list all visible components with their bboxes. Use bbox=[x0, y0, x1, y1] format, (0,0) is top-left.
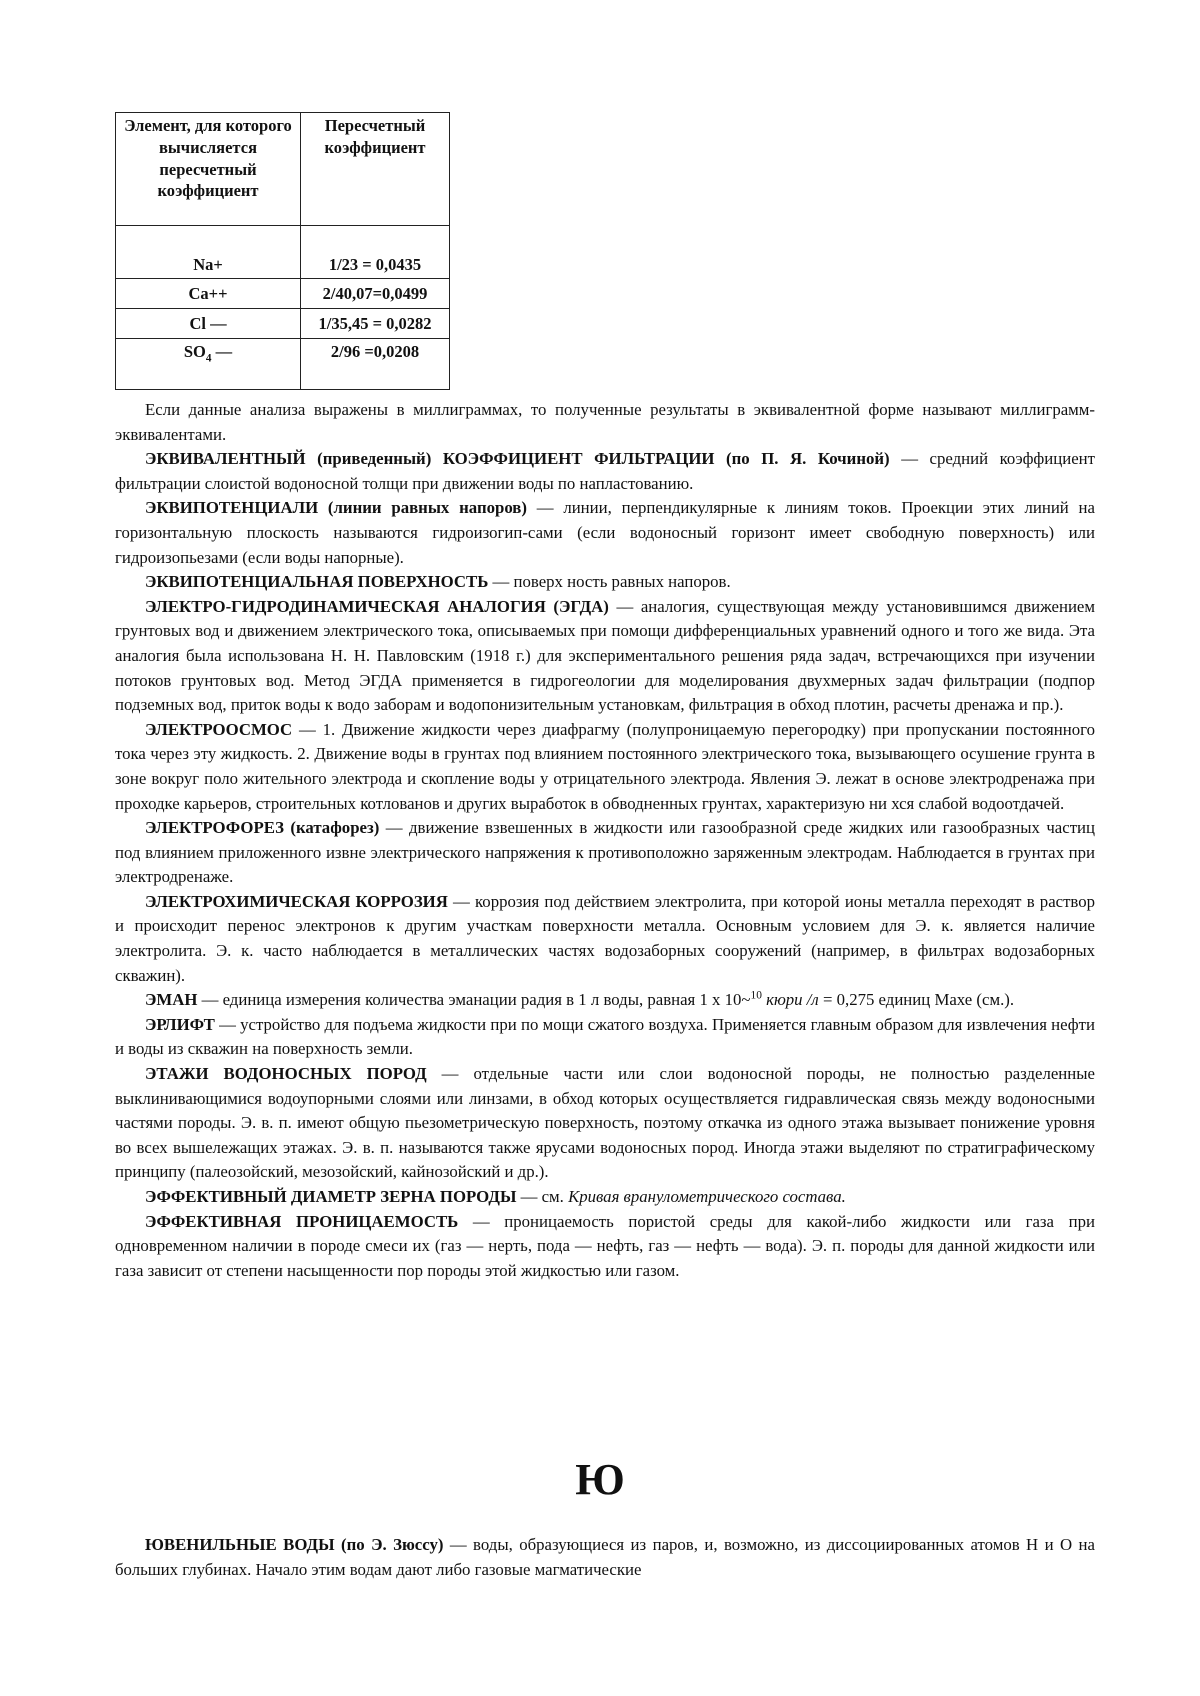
table-cell-coefficient: 1/23 = 0,0435 bbox=[301, 226, 450, 279]
dictionary-entry: ЭЛЕКТРО-ГИДРОДИНАМИЧЕСКАЯ АНАЛОГИЯ (ЭГДА) — аналогия, существующая между установившимся движением грунтовых вод и движением электрического тока, описываемых при помощи дифференциальных уравнений одного и того же вида. Эта аналогия была использована Н. Н. Павловским (1918 г.) для экспериментального решения ряда задач, встречающихся при изучении потоков грунтовых вод. Метод ЭГДА применяется в гидрогеологии для моделирования двухмерных задач фильтрации (подпор подземных вод, приток воды к водо заборам и водопонизительным установкам, фильтрация в обход плотин, расчеты дренажа и пр.). bbox=[115, 596, 1096, 715]
dictionary-entry: ЭМАН — единица измерения количества эманации радия в 1 л воды, равная 1 х 10~$^{10}$ кюри /л = 0,275 единиц Махе (см.). bbox=[145, 989, 1015, 1010]
cross-reference: Кривая вранулометрического состава. bbox=[568, 1187, 846, 1206]
dictionary-entry: ЭТАЖИ ВОДОНОСНЫХ ПОРОД — отдельные части или слои водоносной породы, не полностью разделенные выклинивающимися водоупорными слоями или линзами, в обход которых осуществляется гидравлическая связь между водоносными частями породы. Э. в. п. имеют общую пьезометрическую поверхность, поэтому откачка из одного этажа вызывает понижение уровня во всех вышележащих этажах. Э. в. п. называются также ярусами водоносных пород. Иногда этажи выделяют по стратиграфическому принципу (палеозойский, мезозойский, кайнозойский и др.). bbox=[115, 1064, 1095, 1182]
dictionary-entry: ЭЛЕКТРОФОРЕЗ (катафорез) — движение взвешенных в жидкости или газообразной среде жидких или газообразных частиц под влиянием приложенного извне электрического напряжения к противоположно заряженным электродам. Наблюдается в грунтах при электродренаже. bbox=[115, 818, 1096, 887]
table-cell-element: Cl — bbox=[116, 309, 301, 339]
paragraph: Если данные анализа выражены в миллиграммах, то полученные результаты в эквивалентной форме называют миллиграмм-эквивалентами. bbox=[115, 400, 1095, 444]
dictionary-entry: ЭФФЕКТИВНАЯ ПРОНИЦАЕМОСТЬ — проницаемость пористой среды для какой-либо жидкости или газа при одновременном наличии в породе смеси их (газ — нерть, пода — нефть, газ — нефть — вода). Э. п. породы для данной жидкости или газа зависит от степени насыщенности пор породы этой жидкостью или газом. bbox=[115, 1211, 1095, 1280]
table-cell-element: Na+ bbox=[116, 226, 301, 279]
section-letter-heading: Ю bbox=[575, 1455, 625, 1504]
table-row bbox=[116, 309, 450, 339]
entry-term: ЭЛЕКТРООСМОС bbox=[145, 719, 293, 739]
table-cell-coefficient: 2/40,07=0,0499 bbox=[301, 279, 450, 309]
table-cell-coefficient: 2/96 =0,0208 bbox=[301, 339, 450, 390]
table-cell-element: Ca++ bbox=[116, 279, 301, 309]
dictionary-entry: ЭЛЕКТРОХИМИЧЕСКАЯ КОРРОЗИЯ — коррозия под действием электролита, при которой ионы металла переходят в раствор и происходит перенос электронов к другим участкам поверхности металла. Основным условием для Э. к. является наличие электролита. Э. к. часто наблюдается в металлических частях водозаборных сооружений (например, в фильтрах водозаборных скважин). bbox=[115, 891, 1096, 985]
dictionary-entry: ЮВЕНИЛЬНЫЕ ВОДЫ (по Э. Зюссу) — воды, образующиеся из паров, и, возможно, из диссоциированных атомов Н и О на больших глубинах. Начало этим водам дают либо газовые магматические bbox=[115, 1535, 1095, 1579]
dictionary-entry: ЭКВИВАЛЕНТНЫЙ (приведенный) КОЭФФИЦИЕНТ ФИЛЬТРАЦИИ (по П. Я. Кочиной) — средний коэффициент фильтрации слоистой водоносной толщи при движении воды по напластованию. bbox=[115, 449, 1095, 493]
entry-term: ЮВЕНИЛЬНЫЕ ВОДЫ (по Э. Зюссу) bbox=[145, 1535, 444, 1554]
dictionary-entry: ЭКВИПОТЕНЦИАЛИ (линии равных напоров) — линии, перпендикулярные к линиям токов. Проекции этих линий на горизонтальную плоскость называются гидроизогип-сами (если водоносный горизонт имеет свободную поверхность) или гидроизопьезами (если воды напорные). bbox=[115, 498, 1095, 567]
entry-term: ЭЛЕКТРО-ГИДРОДИНАМИЧЕСКАЯ АНАЛОГИЯ (ЭГДА) bbox=[145, 596, 609, 616]
entry-term: ЭРЛИФТ bbox=[145, 1014, 215, 1034]
dictionary-text bbox=[115, 398, 1095, 1283]
conversion-coefficient-table bbox=[115, 112, 450, 390]
entry-term: ЭТАЖИ ВОДОНОСНЫХ ПОРОД bbox=[145, 1064, 427, 1084]
entry-term: ЭМАН bbox=[145, 990, 198, 1010]
entry-term: ЭЛЕКТРОФОРЕЗ (катафорез) bbox=[145, 818, 380, 838]
dictionary-entry: ЭКВИПОТЕНЦИАЛЬНАЯ ПОВЕРХНОСТЬ — поверх ность равных напоров. bbox=[145, 572, 731, 592]
entry-term: ЭКВИПОТЕНЦИАЛИ (линии равных напоров) bbox=[145, 498, 527, 518]
dictionary-text-continued bbox=[115, 1533, 1095, 1582]
entry-term: ЭКВИВАЛЕНТНЫЙ (приведенный) КОЭФФИЦИЕНТ ФИЛЬТРАЦИИ (по П. Я. Кочиной) bbox=[145, 449, 890, 469]
dictionary-entry: ЭЛЕКТРООСМОС — 1. Движение жидкости через диафрагму (полупроницаемую перегородку) при пропускании постоянного тока через эту жидкость. 2. Движение воды в грунтах под влиянием постоянного электрического тока, вызывающего осушение грунта в зоне вокруг поло жительного электрода и скопление воды у отрицательного электрода. Явления Э. лежат в основе электродренажа при проходке карьеров, строительных котлованов и других выработок в обводненных грунтах, характеризую ни хся слабой водоотдачей. bbox=[115, 719, 1095, 813]
table-row bbox=[116, 339, 450, 390]
table-row bbox=[116, 279, 450, 309]
entry-term: ЭКВИПОТЕНЦИАЛЬНАЯ ПОВЕРХНОСТЬ bbox=[145, 572, 489, 592]
table-row bbox=[116, 226, 450, 279]
dictionary-entry: ЭФФЕКТИВНЫЙ ДИАМЕТР ЗЕРНА ПОРОДЫ — см. Кривая вранулометрического состава. bbox=[145, 1187, 846, 1206]
entry-term: ЭФФЕКТИВНАЯ ПРОНИЦАЕМОСТЬ bbox=[145, 1211, 459, 1231]
table-header-element: Элемент, для которого вычисляется пересчетный коэффициент bbox=[116, 113, 301, 226]
table-cell-element: $SO_4$ — bbox=[116, 339, 301, 390]
table-cell-coefficient: 1/35,45 = 0,0282 bbox=[301, 309, 450, 339]
entry-term: ЭЛЕКТРОХИМИЧЕСКАЯ КОРРОЗИЯ bbox=[145, 891, 448, 911]
entry-term: ЭФФЕКТИВНЫЙ ДИАМЕТР ЗЕРНА ПОРОДЫ bbox=[145, 1187, 517, 1206]
dictionary-entry: ЭРЛИФТ — устройство для подъема жидкости при по мощи сжатого воздуха. Применяется главным образом для извлечения нефти и воды из скважин на поверхность земли. bbox=[115, 1014, 1095, 1059]
table-header-coefficient: Пересчетный коэффициент bbox=[301, 113, 450, 226]
